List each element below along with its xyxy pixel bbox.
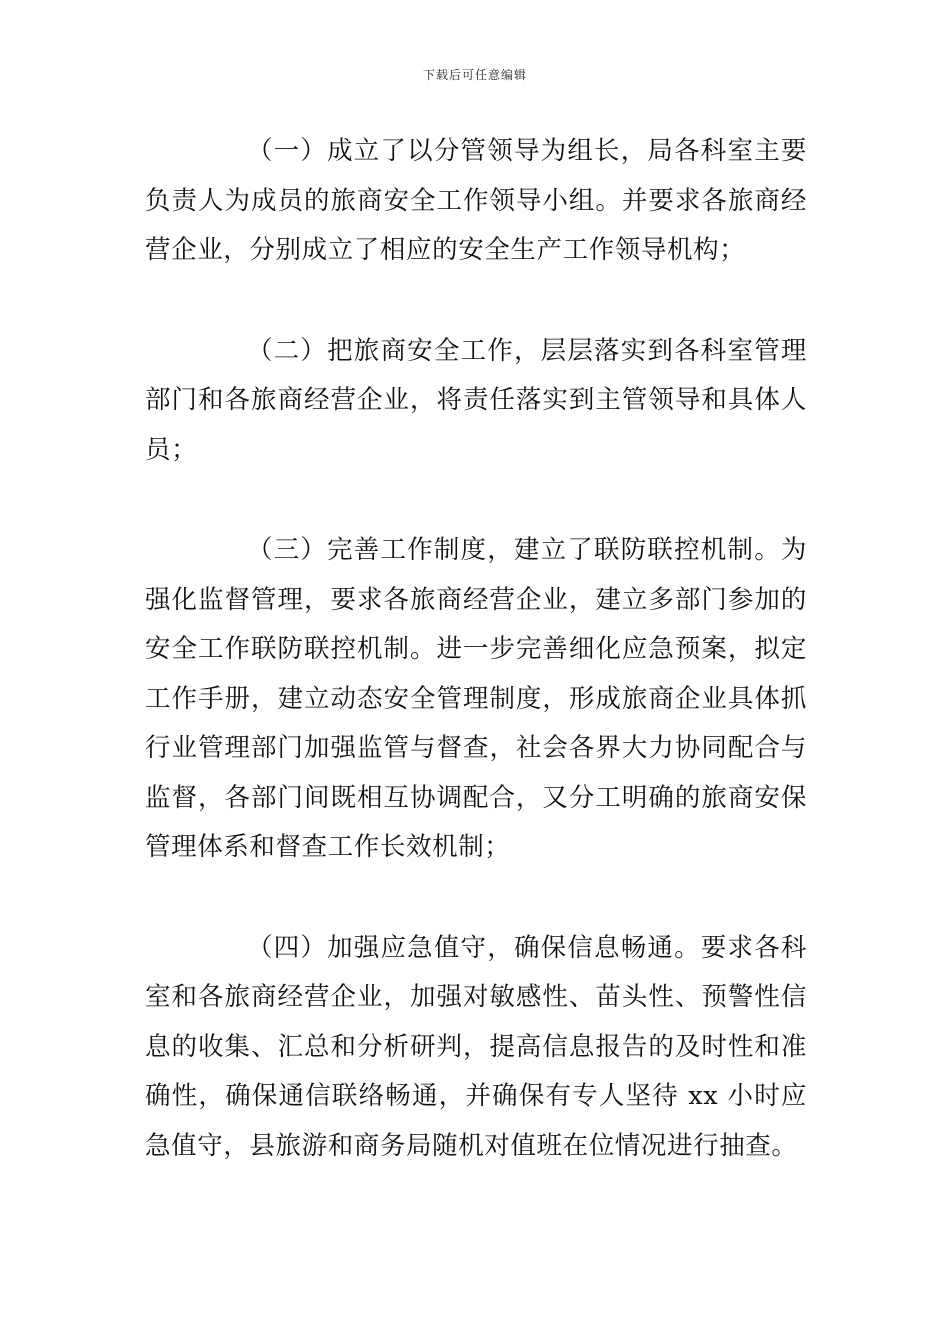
paragraph-2: （二）把旅商安全工作，层层落实到各科室管理部门和各旅商经营企业，将责任落实到主管领导和具体人员；	[145, 335, 807, 465]
paragraph-4: （四）加强应急值守，确保信息畅通。要求各科室和各旅商经营企业，加强对敏感性、苗头性、预警性信息的收集、汇总和分析研判，提高信息报告的及时性和准确性，确保通信联络畅通，并确保有专人坚待 xx 小时应急值守，县旅游和商务局随机对值班在位情况进行抽查。	[145, 932, 807, 1161]
page-header-note: 下载后可任意编辑	[422, 68, 527, 82]
document-body	[145, 127, 807, 1171]
paragraph-3: （三）完善工作制度，建立了联防联控机制。为强化监督管理，要求各旅商经营企业，建立多部门参加的安全工作联防联控机制。进一步完善细化应急预案，拟定工作手册，建立动态安全管理制度，形成旅商企业具体抓行业管理部门加强监管与督查，社会各界大力协同配合与监督，各部门间既相互协调配合，又分工明确的旅商安保管理体系和督查工作长效机制；	[145, 535, 807, 862]
paragraph-1: （一）成立了以分管领导为组长，局各科室主要负责人为成员的旅商安全工作领导小组。并要求各旅商经营企业，分别成立了相应的安全生产工作领导机构；	[145, 136, 807, 265]
